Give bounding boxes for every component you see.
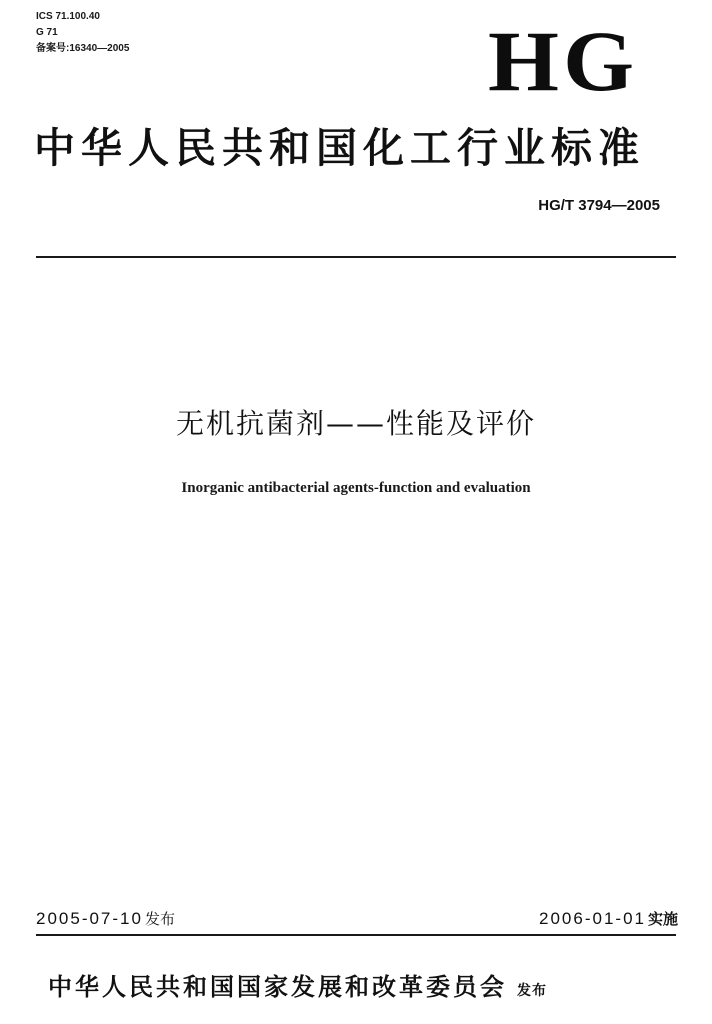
issue-date-block [36, 908, 175, 930]
effective-date-block [539, 908, 678, 930]
effective-date: 2006-01-01 [539, 909, 646, 928]
top-divider [36, 256, 676, 258]
issuer-label: 发布 [517, 983, 547, 999]
hg-logo: HG [488, 13, 639, 109]
standard-number: HG/T 3794—2005 [538, 197, 660, 214]
issuer-name: 中华人民共和国国家发展和改革委员会 [48, 973, 507, 1001]
english-title: Inorganic antibacterial agents-function and evaluation [181, 480, 531, 496]
ics-code: ICS 71.100.40 [36, 11, 100, 22]
issue-date: 2005-07-10 [36, 909, 143, 928]
record-number: 备案号:16340—2005 [36, 43, 130, 54]
class-code: G 71 [36, 27, 58, 38]
organization-title: 中华人民共和国化工行业标准 [34, 124, 645, 172]
issuer-block [48, 967, 547, 1002]
bottom-divider [36, 934, 676, 936]
effective-label: 实施 [647, 910, 678, 928]
issue-label: 发布 [144, 910, 175, 928]
classification-block [36, 9, 129, 57]
chinese-title: 无机抗菌剂——性能及评价 [175, 407, 536, 440]
